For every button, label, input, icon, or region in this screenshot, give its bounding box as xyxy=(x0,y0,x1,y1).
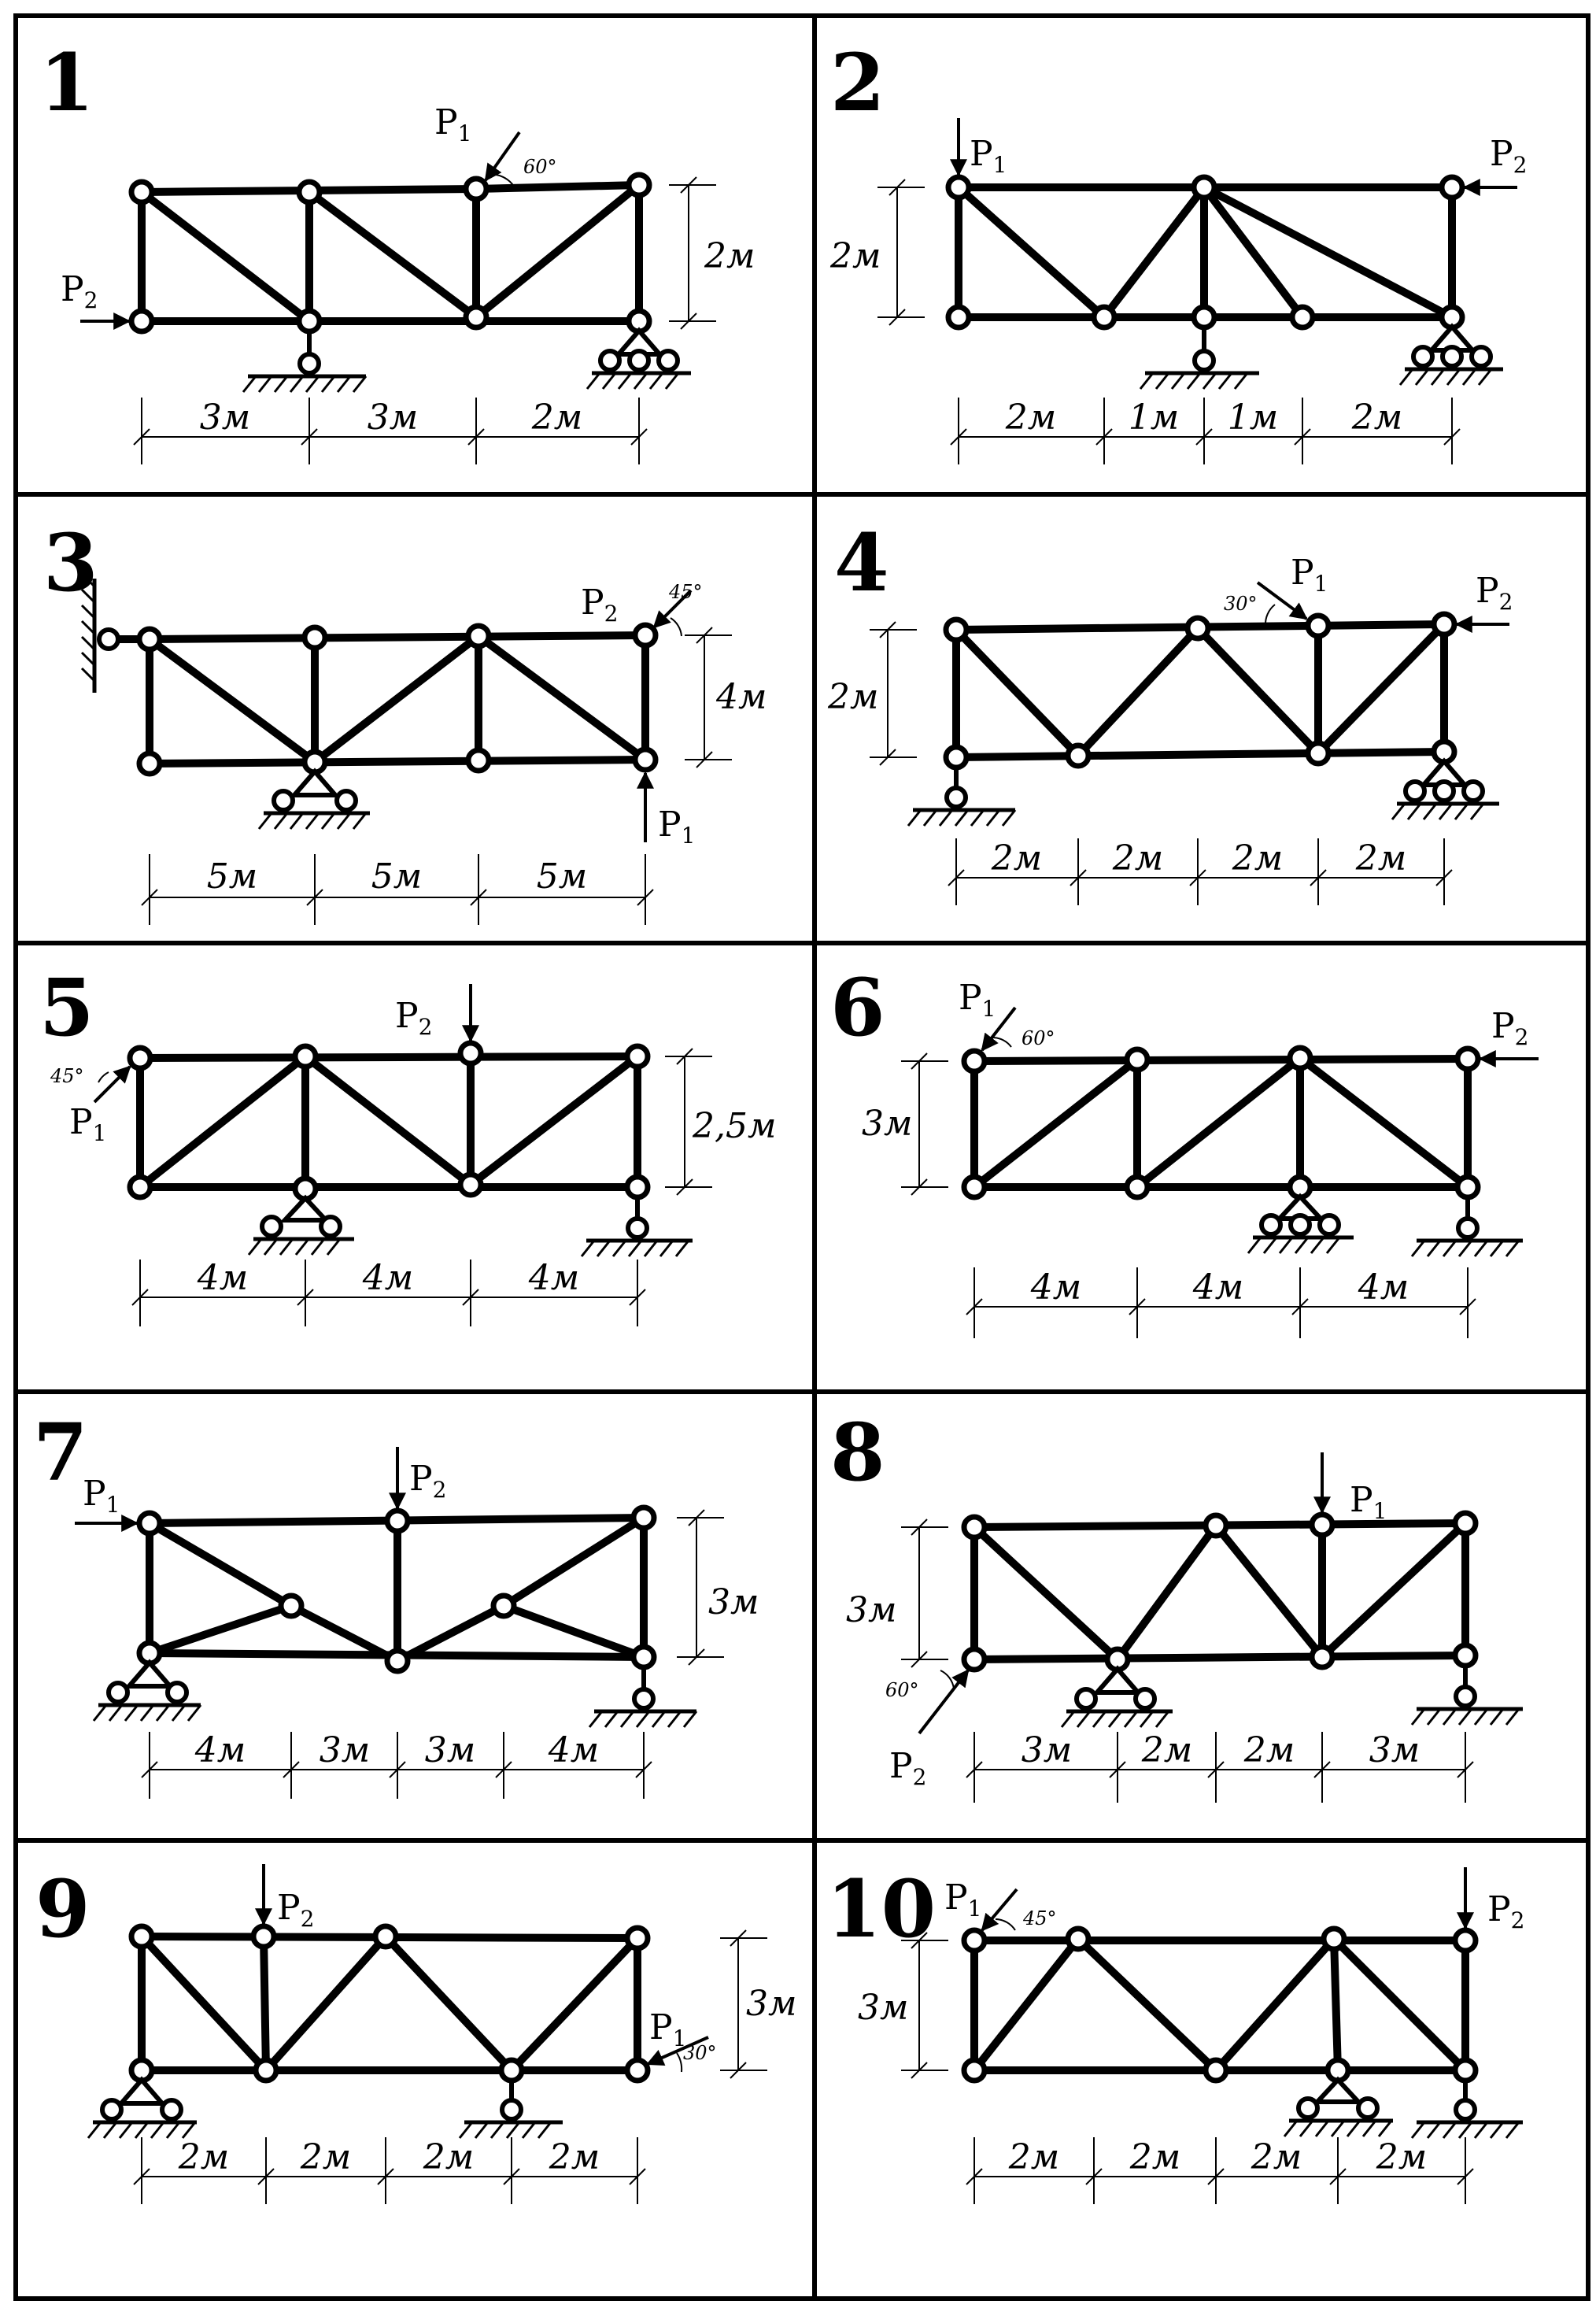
truss-9-fixed-support xyxy=(460,2080,563,2138)
truss-7-load-p2 xyxy=(397,1447,446,1508)
truss-1-load-p2 xyxy=(61,269,129,321)
truss-9-members xyxy=(142,1937,637,2070)
svg-text:P2: $P_2$ xyxy=(1487,1889,1525,1933)
svg-text:P2: $P_2$ xyxy=(1490,134,1528,178)
panel-3-number: 3 xyxy=(43,516,98,609)
panel-2-number: 2 xyxy=(830,36,885,129)
panel-4-number: 4 xyxy=(834,516,889,609)
svg-text:2м: 2м xyxy=(1008,2137,1060,2177)
svg-text:2м: 2м xyxy=(178,2137,230,2177)
truss-5-roller-support xyxy=(249,1198,354,1255)
truss-6 xyxy=(862,978,1539,1338)
svg-text:3м: 3м xyxy=(367,398,419,438)
svg-text:2м: 2м xyxy=(1355,838,1407,879)
svg-text:4м: 4м xyxy=(528,1258,580,1298)
truss-9-load-p2 xyxy=(264,1864,314,1932)
truss-2-fixed-support xyxy=(1140,327,1259,389)
svg-text:3м: 3м xyxy=(746,1984,797,2024)
svg-text:45°: 45° xyxy=(50,1065,84,1087)
svg-text:P1: $P_1$ xyxy=(649,2007,687,2051)
panel-5-number: 5 xyxy=(39,961,94,1054)
svg-text:2м: 2м xyxy=(1376,2137,1428,2177)
panel-1-number: 1 xyxy=(39,36,94,129)
svg-text:P2: $P_2$ xyxy=(61,269,98,313)
truss-10-load-p2 xyxy=(1465,1867,1524,1933)
svg-text:4м: 4м xyxy=(197,1258,249,1298)
truss-5-members xyxy=(140,1053,637,1189)
svg-text:2м: 2м xyxy=(1129,2137,1181,2177)
svg-text:4м: 4м xyxy=(194,1730,246,1770)
truss-10-members xyxy=(974,1939,1465,2070)
truss-4-fixed-support xyxy=(908,767,1015,826)
truss-2-roller-support xyxy=(1400,327,1503,385)
svg-text:P1: $P_1$ xyxy=(1291,553,1328,597)
truss-6-roller-support xyxy=(1248,1197,1354,1253)
truss-4-roller-support xyxy=(1392,761,1499,819)
svg-text:3м: 3м xyxy=(846,1590,897,1630)
truss-8-roller-support xyxy=(1062,1669,1173,1727)
truss-1-members xyxy=(142,185,639,321)
svg-text:5м: 5м xyxy=(536,856,588,897)
svg-text:60°: 60° xyxy=(885,1679,919,1701)
svg-text:2м: 2м xyxy=(830,236,881,276)
svg-text:P2: $P_2$ xyxy=(395,996,433,1040)
truss-5-dimension-labels xyxy=(197,1106,777,1298)
svg-text:P1: $P_1$ xyxy=(83,1474,120,1518)
svg-text:2м: 2м xyxy=(1005,398,1057,438)
truss-8 xyxy=(846,1452,1523,1803)
svg-text:P1: $P_1$ xyxy=(658,805,696,849)
svg-text:2,5м: 2,5м xyxy=(693,1106,777,1146)
truss-7-roller-support xyxy=(94,1663,201,1721)
svg-text:3м: 3м xyxy=(858,1988,909,2028)
svg-text:30°: 30° xyxy=(1224,593,1258,615)
svg-text:P2: $P_2$ xyxy=(1491,1006,1529,1050)
svg-text:4м: 4м xyxy=(1192,1267,1244,1308)
svg-text:60°: 60° xyxy=(523,156,557,178)
truss-4-members xyxy=(956,624,1444,757)
svg-text:3м: 3м xyxy=(862,1104,913,1144)
svg-text:4м: 4м xyxy=(548,1730,600,1770)
svg-text:2м: 2м xyxy=(1232,838,1284,879)
svg-text:30°: 30° xyxy=(683,2042,717,2064)
svg-text:4м: 4м xyxy=(716,677,767,717)
truss-2-dimension-labels xyxy=(829,236,1402,438)
truss-6-fixed-support xyxy=(1412,1197,1523,1256)
truss-8-load-p1 xyxy=(1322,1452,1387,1524)
truss-5-load-p1 xyxy=(50,1065,130,1146)
panel-8-number: 8 xyxy=(830,1406,885,1499)
truss-10-fixed-support xyxy=(1412,2080,1523,2138)
svg-text:60°: 60° xyxy=(1022,1027,1055,1049)
truss-8-dimension-labels xyxy=(846,1590,1420,1770)
svg-text:3м: 3м xyxy=(199,398,251,438)
panel-6-number: 6 xyxy=(830,961,885,1054)
svg-text:P1: $P_1$ xyxy=(959,978,996,1022)
svg-text:3м: 3м xyxy=(319,1730,371,1770)
truss-4 xyxy=(827,553,1513,905)
svg-text:3м: 3м xyxy=(708,1582,759,1622)
truss-2-members xyxy=(959,187,1452,317)
truss-7-load-p1 xyxy=(75,1474,137,1523)
truss-2 xyxy=(829,118,1527,464)
truss-3-load-p1 xyxy=(645,773,695,849)
svg-text:2м: 2м xyxy=(549,2137,600,2177)
truss-6-load-p2 xyxy=(1480,1006,1539,1059)
truss-3-members xyxy=(110,635,645,764)
svg-text:2м: 2м xyxy=(704,236,756,276)
svg-text:P1: $P_1$ xyxy=(970,134,1007,178)
truss-1-roller-support xyxy=(587,331,691,389)
svg-text:4м: 4м xyxy=(362,1258,414,1298)
svg-text:P2: $P_2$ xyxy=(1476,571,1513,615)
svg-text:45°: 45° xyxy=(669,581,703,603)
truss-4-load-p2 xyxy=(1457,571,1513,624)
truss-10-load-p1 xyxy=(944,1877,1057,1930)
svg-text:45°: 45° xyxy=(1023,1907,1057,1929)
svg-text:4м: 4м xyxy=(1358,1267,1409,1308)
svg-text:2м: 2м xyxy=(1112,838,1164,879)
svg-text:2м: 2м xyxy=(531,398,583,438)
truss-9 xyxy=(88,1864,796,2204)
svg-text:P2: $P_2$ xyxy=(277,1888,315,1932)
svg-text:1м: 1м xyxy=(1227,398,1279,438)
svg-text:2м: 2м xyxy=(1351,398,1403,438)
svg-text:5м: 5м xyxy=(371,856,423,897)
truss-1-fixed-support xyxy=(243,331,366,392)
truss-8-fixed-support xyxy=(1412,1665,1523,1725)
truss-2-load-p1 xyxy=(959,118,1007,178)
svg-text:3м: 3м xyxy=(1021,1730,1073,1770)
svg-text:2м: 2м xyxy=(991,838,1043,879)
svg-text:2м: 2м xyxy=(423,2137,475,2177)
svg-text:2м: 2м xyxy=(828,677,879,717)
truss-8-members xyxy=(974,1523,1465,1659)
svg-text:P2: $P_2$ xyxy=(409,1459,447,1503)
svg-text:5м: 5м xyxy=(206,856,258,897)
truss-10-roller-support xyxy=(1284,2080,1393,2136)
svg-text:P2: $P_2$ xyxy=(889,1746,927,1790)
truss-2-load-p2 xyxy=(1465,134,1527,187)
svg-text:4м: 4м xyxy=(1030,1267,1082,1308)
svg-text:P1: $P_1$ xyxy=(1350,1480,1387,1524)
svg-text:3м: 3м xyxy=(1369,1730,1421,1770)
truss-6-members xyxy=(974,1058,1468,1187)
truss-7 xyxy=(75,1447,759,1799)
truss-7-fixed-support xyxy=(589,1666,696,1727)
svg-text:P1: $P_1$ xyxy=(944,1877,982,1922)
truss-6-load-p1 xyxy=(959,978,1055,1050)
svg-text:1м: 1м xyxy=(1128,398,1180,438)
truss-5-load-p2 xyxy=(395,984,471,1041)
truss-3 xyxy=(82,574,767,925)
truss-5-fixed-support xyxy=(582,1197,693,1256)
svg-text:P2: $P_2$ xyxy=(581,583,619,627)
svg-text:P1: $P_1$ xyxy=(69,1102,107,1146)
truss-3-roller-support xyxy=(259,771,370,829)
panel-10-number: 10 xyxy=(826,1863,937,1955)
truss-5 xyxy=(50,984,776,1326)
panel-9-number: 9 xyxy=(35,1863,91,1955)
truss-7-members xyxy=(150,1518,644,1661)
svg-text:P1: $P_1$ xyxy=(434,102,472,146)
truss-3-dimension-labels xyxy=(207,677,767,897)
truss-1-load-p1 xyxy=(434,102,557,189)
truss-10 xyxy=(858,1867,1524,2204)
svg-text:2м: 2м xyxy=(300,2137,352,2177)
svg-text:2м: 2м xyxy=(1251,2137,1302,2177)
svg-text:2м: 2м xyxy=(1141,1730,1193,1770)
truss-9-roller-support xyxy=(88,2080,197,2138)
truss-8-load-p2 xyxy=(885,1670,968,1790)
truss-1 xyxy=(61,102,755,464)
svg-text:3м: 3м xyxy=(424,1730,476,1770)
panel-7-number: 7 xyxy=(33,1406,88,1499)
svg-text:2м: 2м xyxy=(1243,1730,1295,1770)
truss-9-load-p1 xyxy=(648,2007,717,2072)
